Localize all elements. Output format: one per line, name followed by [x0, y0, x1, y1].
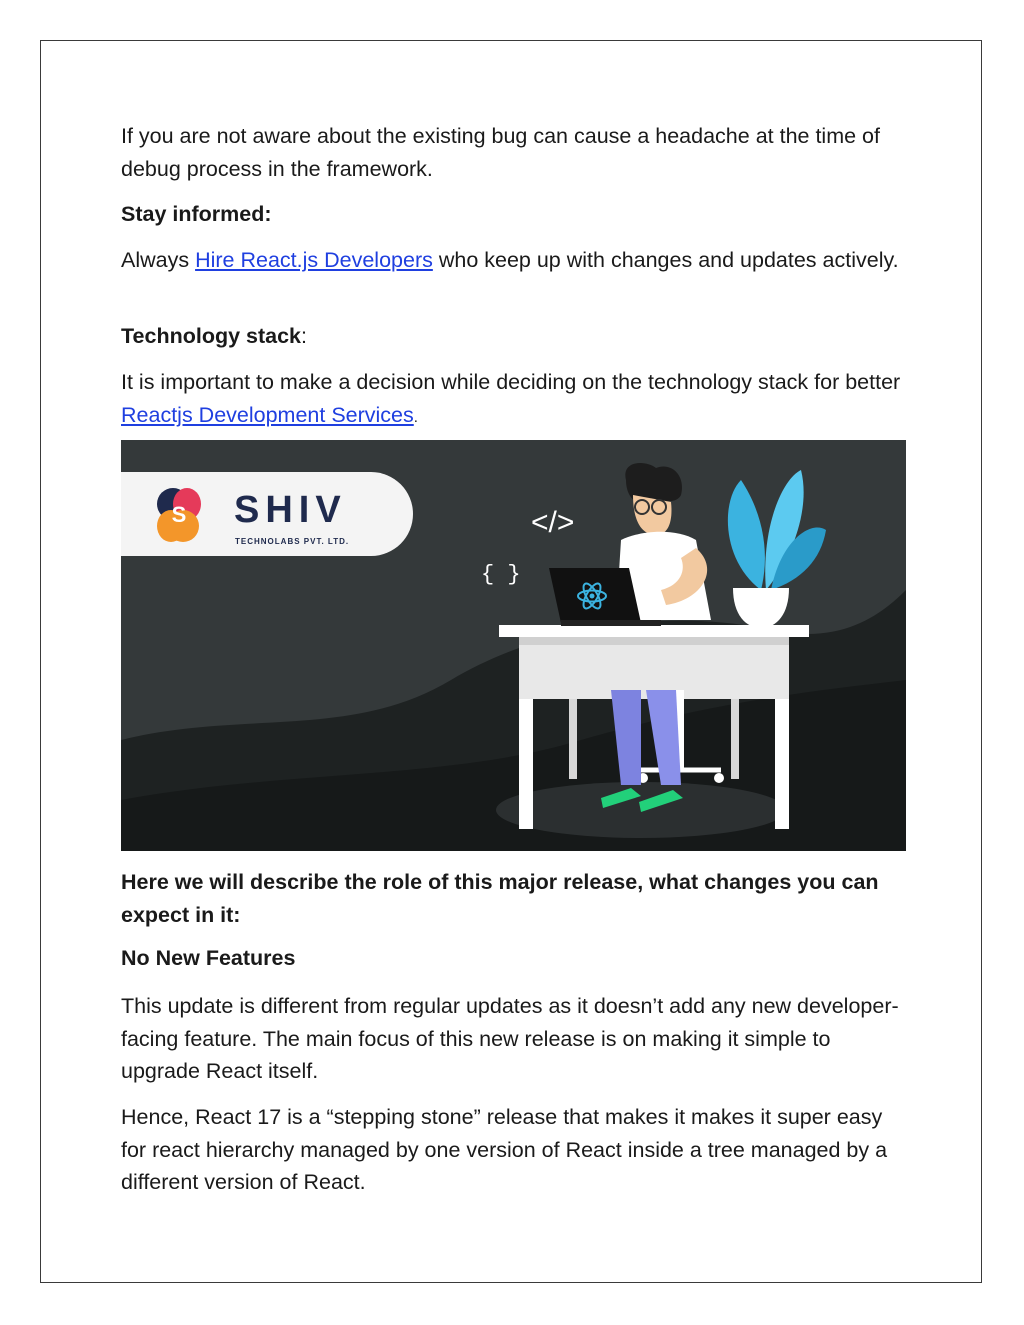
- technology-stack-colon: :: [301, 324, 307, 348]
- stay-informed-paragraph: [121, 244, 911, 277]
- technology-stack-heading-row: [121, 320, 911, 353]
- shiv-logo-mark-icon: [157, 488, 201, 542]
- stay-informed-text-after: who keep up with changes and updates actively.: [432, 248, 899, 272]
- reactjs-development-services-link[interactable]: Reactjs Development Services: [121, 402, 414, 427]
- technology-stack-paragraph: [121, 366, 911, 434]
- braces-icon: { }: [481, 562, 521, 587]
- release-heading: Here we will describe the role of this major release, what changes you can expect in it:: [121, 870, 879, 927]
- no-new-features-block: [121, 942, 911, 975]
- hire-reactjs-developers-link[interactable]: Hire React.js Developers: [195, 248, 433, 272]
- release-heading-block: [121, 866, 911, 931]
- paragraph-bug-warning: If you are not aware about the existing bug can cause a headache at the time of debug process in the framework.: [121, 124, 880, 181]
- svg-text:S: S: [171, 502, 187, 527]
- brand-tagline: TECHNOLABS PVT. LTD.: [235, 537, 350, 546]
- stay-informed-heading: Stay informed:: [121, 202, 272, 226]
- technology-stack-heading: Technology stack: [121, 324, 302, 348]
- technology-stack-text-before: It is important to make a decision while deciding on the technology stack for better: [121, 370, 901, 394]
- paragraph-stepping-stone: Hence, React 17 is a “stepping stone” release that makes it makes it super easy for react hierarchy managed by one version of React inside a tree managed by a different version of React.: [121, 1105, 888, 1194]
- banner-illustration: [121, 440, 906, 851]
- brand-name: SHIV: [234, 489, 347, 531]
- stay-informed-text-before: Always: [121, 248, 196, 272]
- hence-paragraph-block: [121, 1101, 911, 1199]
- technology-stack-text-after: .: [413, 408, 418, 426]
- no-new-features-heading: No New Features: [121, 946, 296, 970]
- paragraph-update-description: This update is different from regular updates as it doesn’t add any new developer-facing feature. The main focus of this new release is on making it simple to upgrade React itself.: [121, 994, 899, 1083]
- update-paragraph-block: [121, 990, 911, 1088]
- shiv-logo-badge: [121, 472, 413, 556]
- stay-informed-section: [121, 198, 911, 231]
- code-tag-icon: </>: [531, 506, 575, 539]
- intro-paragraph: [121, 120, 911, 185]
